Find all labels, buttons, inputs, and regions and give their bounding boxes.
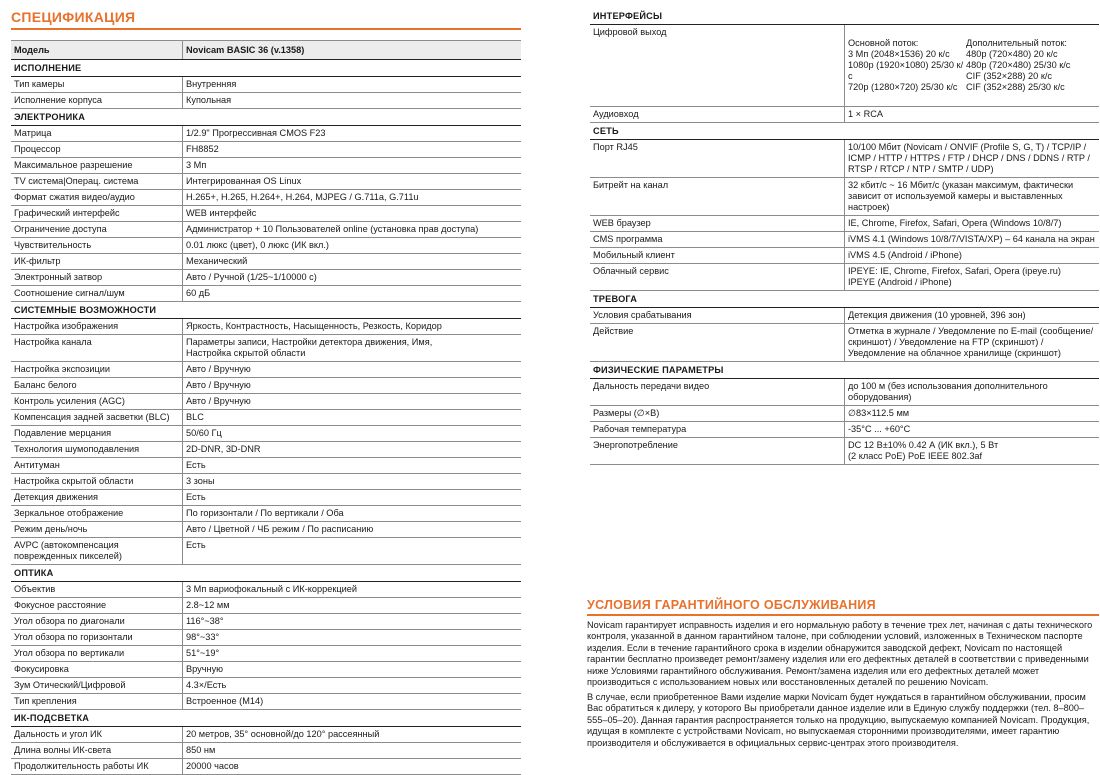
spec-key: Аудиовход <box>590 107 845 123</box>
section-title: ФИЗИЧЕСКИЕ ПАРАМЕТРЫ <box>590 362 1099 379</box>
spec-row <box>11 174 521 190</box>
spec-key: Облачный сервис <box>590 264 845 291</box>
spec-row <box>11 614 521 630</box>
spec-key: Дальность передачи видео <box>590 379 845 406</box>
spec-row <box>590 216 1099 232</box>
spec-key: Ограничение доступа <box>11 222 183 238</box>
spec-key: Битрейт на канал <box>590 178 845 216</box>
spec-key: Максимальное разрешение <box>11 158 183 174</box>
spec-key: Баланс белого <box>11 378 183 394</box>
spec-key: Угол обзора по горизонтали <box>11 630 183 646</box>
section-title: ОПТИКА <box>11 565 521 582</box>
spec-row <box>11 206 521 222</box>
spec-value: DC 12 В±10% 0.42 А (ИК вкл.), 5 Вт (2 класс PoE) PoE IEEE 802.3af <box>845 438 1100 465</box>
spec-value: 850 нм <box>183 743 522 759</box>
spec-value: Детекция движения (10 уровней, 396 зон) <box>845 308 1100 324</box>
section-header <box>590 362 1099 379</box>
spec-value: WEB интерфейс <box>183 206 522 222</box>
spec-key: Настройка скрытой области <box>11 474 183 490</box>
spec-row <box>11 582 521 598</box>
warranty-divider <box>587 614 1099 616</box>
spec-value: Интегрированная OS Linux <box>183 174 522 190</box>
spec-row <box>11 759 521 775</box>
spec-value: iVMS 4.5 (Android / iPhone) <box>845 248 1100 264</box>
spec-value: 32 кбит/с ~ 16 Мбит/с (указан максимум, фактически зависит от используемой камеры и выставленных настроек) <box>845 178 1100 216</box>
spec-value: 116°~38° <box>183 614 522 630</box>
spec-row <box>590 140 1099 178</box>
spec-row <box>11 158 521 174</box>
spec-value: Авто / Цветной / ЧБ режим / По расписанию <box>183 522 522 538</box>
spec-value: Есть <box>183 458 522 474</box>
spec-row <box>11 254 521 270</box>
spec-row <box>11 522 521 538</box>
section-header <box>11 565 521 582</box>
spec-value: 2.8~12 мм <box>183 598 522 614</box>
section-header <box>11 710 521 727</box>
spec-row <box>590 248 1099 264</box>
spec-key: Продолжительность работы ИК <box>11 759 183 775</box>
spec-value: Яркость, Контрастность, Насыщенность, Резкость, Коридор <box>183 319 522 335</box>
section-title: ЭЛЕКТРОНИКА <box>11 109 521 126</box>
spec-value: до 100 м (без использования дополнительного оборудования) <box>845 379 1100 406</box>
spec-key: Размеры (∅×В) <box>590 406 845 422</box>
spec-value: 98°~33° <box>183 630 522 646</box>
warranty-paragraph-2: В случае, если приобретенное Вами изделие марки Novicam будет нуждаться в гарантийном обслуживании, просим Вас обратиться к дилеру, у которого Вы приобретали данное изделие или в Единую службу поддержки (тел. 8–800–555–05–20). Данная гарантия распространяется только на продукцию, выпускаемую компанией Novicam. Продукция, идущая в комплекте с устройствами Novicam, но выпускаемая сторонними производителями, имеет гарантию производителя и обслуживается в официальных сервис-центрах этого производителя. <box>587 691 1090 748</box>
spec-key: Фокусное расстояние <box>11 598 183 614</box>
spec-value: 4.3×/Есть <box>183 678 522 694</box>
spec-value: FH8852 <box>183 142 522 158</box>
spec-key: Фокусировка <box>11 662 183 678</box>
spec-left-column <box>11 8 521 775</box>
spec-value: Авто / Вручную <box>183 394 522 410</box>
spec-row <box>11 646 521 662</box>
spec-key: Антитуман <box>11 458 183 474</box>
spec-value: 60 дБ <box>183 286 522 302</box>
spec-value: IPEYE: IE, Chrome, Firefox, Safari, Opera (ipeye.ru) IPEYE (Android / iPhone) <box>845 264 1100 291</box>
spec-value: Вручную <box>183 662 522 678</box>
spec-value: 20000 часов <box>183 759 522 775</box>
spec-value: -35°C ... +60°C <box>845 422 1100 438</box>
section-title: ИСПОЛНЕНИЕ <box>11 60 521 77</box>
spec-key: WEB браузер <box>590 216 845 232</box>
spec-row-digital-output <box>590 25 1099 107</box>
spec-key: Компенсация задней засветки (BLC) <box>11 410 183 426</box>
section-title-interfaces: ИНТЕРФЕЙСЫ <box>590 8 1099 25</box>
spec-row <box>11 190 521 206</box>
spec-value: Есть <box>183 538 522 565</box>
spec-row <box>590 264 1099 291</box>
spec-key: Процессор <box>11 142 183 158</box>
spec-value: 3 зоны <box>183 474 522 490</box>
spec-key: Электронный затвор <box>11 270 183 286</box>
spec-row <box>11 335 521 362</box>
spec-row <box>590 308 1099 324</box>
spec-key: CMS программа <box>590 232 845 248</box>
spec-row <box>590 232 1099 248</box>
spec-value: Есть <box>183 490 522 506</box>
spec-value: IE, Chrome, Firefox, Safari, Opera (Windows 10/8/7) <box>845 216 1100 232</box>
model-label: Модель <box>11 41 183 60</box>
spec-row <box>11 394 521 410</box>
spec-key: Технология шумоподавления <box>11 442 183 458</box>
spec-table-left <box>11 40 521 775</box>
model-value: Novicam BASIC 36 (v.1358) <box>183 41 522 60</box>
spec-key: Угол обзора по диагонали <box>11 614 183 630</box>
spec-value: 2D-DNR, 3D-DNR <box>183 442 522 458</box>
section-header <box>590 123 1099 140</box>
spec-key: Длина волны ИК-света <box>11 743 183 759</box>
spec-value: Купольная <box>183 93 522 109</box>
section-title: СИСТЕМНЫЕ ВОЗМОЖНОСТИ <box>11 302 521 319</box>
spec-key: Мобильный клиент <box>590 248 845 264</box>
section-title: ТРЕВОГА <box>590 291 1099 308</box>
spec-row <box>11 458 521 474</box>
section-title: ИК-ПОДСВЕТКА <box>11 710 521 727</box>
section-header <box>11 60 521 77</box>
spec-row <box>11 126 521 142</box>
spec-key: Формат сжатия видео/аудио <box>11 190 183 206</box>
spec-value: H.265+, H.265, H.264+, H.264, MJPEG / G.711a, G.711u <box>183 190 522 206</box>
spec-key: Графический интерфейс <box>11 206 183 222</box>
spec-row <box>590 324 1099 362</box>
spec-key: Энергопотребление <box>590 438 845 465</box>
spec-key: TV система|Операц. система <box>11 174 183 190</box>
spec-row <box>11 474 521 490</box>
spec-key: Цифровой выход <box>590 25 845 107</box>
spec-key: Матрица <box>11 126 183 142</box>
spec-row <box>11 319 521 335</box>
spec-value: Параметры записи, Настройки детектора движения, Имя, Настройка скрытой области <box>183 335 522 362</box>
spec-row <box>590 406 1099 422</box>
spec-value: Отметка в журнале / Уведомление по E-mail (сообщение/скриншот) / Уведомление на FTP (скриншот) / Уведомление на облачное хранилище (скриншот) <box>845 324 1100 362</box>
spec-row <box>11 743 521 759</box>
spec-row <box>11 694 521 710</box>
spec-row <box>11 142 521 158</box>
spec-row <box>11 662 521 678</box>
spec-key: Чувствительность <box>11 238 183 254</box>
spec-value: BLC <box>183 410 522 426</box>
spec-row <box>11 630 521 646</box>
spec-value: iVMS 4.1 (Windows 10/8/7/VISTA/XP) – 64 канала на экран <box>845 232 1100 248</box>
title-divider <box>11 28 521 30</box>
spec-value: 51°~19° <box>183 646 522 662</box>
spec-key: ИК-фильтр <box>11 254 183 270</box>
spec-key: Настройка экспозиции <box>11 362 183 378</box>
warranty-section <box>587 597 1099 752</box>
spec-value: 1/2.9" Прогрессивная CMOS F23 <box>183 126 522 142</box>
spec-key: AVPC (автокомпенсация поврежденных пикселей) <box>11 538 183 565</box>
spec-table-right <box>590 8 1099 465</box>
spec-row <box>590 178 1099 216</box>
spec-key: Режим день/ночь <box>11 522 183 538</box>
spec-key: Порт RJ45 <box>590 140 845 178</box>
page-title: СПЕЦИФИКАЦИЯ <box>11 9 136 25</box>
warranty-title: УСЛОВИЯ ГАРАНТИЙНОГО ОБСЛУЖИВАНИЯ <box>587 598 876 612</box>
spec-key: Рабочая температура <box>590 422 845 438</box>
spec-row <box>11 378 521 394</box>
spec-key: Детекция движения <box>11 490 183 506</box>
section-header <box>590 291 1099 308</box>
spec-row <box>11 538 521 565</box>
spec-value: 3 Мп вариофокальный с ИК-коррекцией <box>183 582 522 598</box>
spec-value: Авто / Вручную <box>183 362 522 378</box>
section-header <box>590 8 1099 25</box>
spec-value: Механический <box>183 254 522 270</box>
spec-value: Авто / Вручную <box>183 378 522 394</box>
spec-row <box>11 286 521 302</box>
spec-right-column <box>590 8 1099 465</box>
spec-row <box>11 598 521 614</box>
spec-value: 0.01 люкс (цвет), 0 люкс (ИК вкл.) <box>183 238 522 254</box>
spec-row <box>11 93 521 109</box>
main-stream: Основной поток: 3 Мп (2048×1536) 20 к/с 1080p (1920×1080) 25/30 к/с 720p (1280×720) 25/30 к/с <box>848 38 964 92</box>
spec-value: Внутренняя <box>183 77 522 93</box>
spec-value: 3 Мп <box>183 158 522 174</box>
spec-row <box>11 442 521 458</box>
spec-value: Авто / Ручной (1/25~1/10000 с) <box>183 270 522 286</box>
spec-key: Условия срабатывания <box>590 308 845 324</box>
spec-key: Объектив <box>11 582 183 598</box>
stream-grid <box>848 38 1096 93</box>
spec-value: По горизонтали / По вертикали / Оба <box>183 506 522 522</box>
spec-key: Действие <box>590 324 845 362</box>
section-header <box>11 109 521 126</box>
spec-key: Тип камеры <box>11 77 183 93</box>
spec-value: 50/60 Гц <box>183 426 522 442</box>
spec-row <box>590 379 1099 406</box>
spec-key: Соотношение сигнал/шум <box>11 286 183 302</box>
spec-row <box>11 222 521 238</box>
spec-key: Дальность и угол ИК <box>11 727 183 743</box>
spec-row <box>590 422 1099 438</box>
spec-row <box>11 77 521 93</box>
spec-row <box>11 506 521 522</box>
model-row <box>11 41 521 60</box>
spec-value: 10/100 Мбит (Novicam / ONVIF (Profile S, G, T) / TCP/IP / ICMP / HTTP / HTTPS / FTP / DHCP / DNS / DDNS / RTP / RTSP / RTCP / NTP / SMTP / UDP) <box>845 140 1100 178</box>
spec-row <box>11 410 521 426</box>
spec-key: Контроль усиления (AGC) <box>11 394 183 410</box>
spec-value: ∅83×112.5 мм <box>845 406 1100 422</box>
spec-row <box>11 362 521 378</box>
spec-row <box>11 426 521 442</box>
spec-key: Исполнение корпуса <box>11 93 183 109</box>
spec-row <box>11 490 521 506</box>
warranty-paragraph-1: Novicam гарантирует исправность изделия и его нормальную работу в течение трех лет, начиная с даты технического контроля, указанной в данном гарантийном талоне, при соблюдении условий, изложенных в Техническом паспорте изделия. Если в течение гарантийного срока в изделии обнаружится заводской дефект, Novicam по настоящей гарантии бесплатно произведет ремонт/замену изделия или его дефектных деталей в соответствии с приведенными ниже Условиями гарантийного обслуживания. Ремонт/замена изделия или его дефектных деталей может производиться с использованием новых или восстановленных деталей по решению Novicam. <box>587 619 1093 687</box>
spec-value: Встроенное (M14) <box>183 694 522 710</box>
spec-key: Зеркальное отображение <box>11 506 183 522</box>
section-header <box>11 302 521 319</box>
spec-row <box>11 270 521 286</box>
spec-value: 20 метров, 35° основной/до 120° рассеянный <box>183 727 522 743</box>
spec-key: Угол обзора по вертикали <box>11 646 183 662</box>
spec-row <box>11 727 521 743</box>
spec-value <box>845 25 1100 107</box>
spec-key: Зум Отический/Цифровой <box>11 678 183 694</box>
spec-key: Тип крепления <box>11 694 183 710</box>
spec-key: Настройка изображения <box>11 319 183 335</box>
spec-row <box>11 238 521 254</box>
spec-key: Подавление мерцания <box>11 426 183 442</box>
spec-value: Администратор + 10 Пользователей online (установка прав доступа) <box>183 222 522 238</box>
spec-row <box>590 438 1099 465</box>
spec-value: 1 × RCA <box>845 107 1100 123</box>
section-title: СЕТЬ <box>590 123 1099 140</box>
sub-stream: Дополнительный поток: 480p (720×480) 20 к/с 480p (720×480) 25/30 к/с CIF (352×288) 20 к/с CIF (352×288) 25/30 к/с <box>966 38 1071 92</box>
spec-key: Настройка канала <box>11 335 183 362</box>
spec-row-audio <box>590 107 1099 123</box>
spec-row <box>11 678 521 694</box>
